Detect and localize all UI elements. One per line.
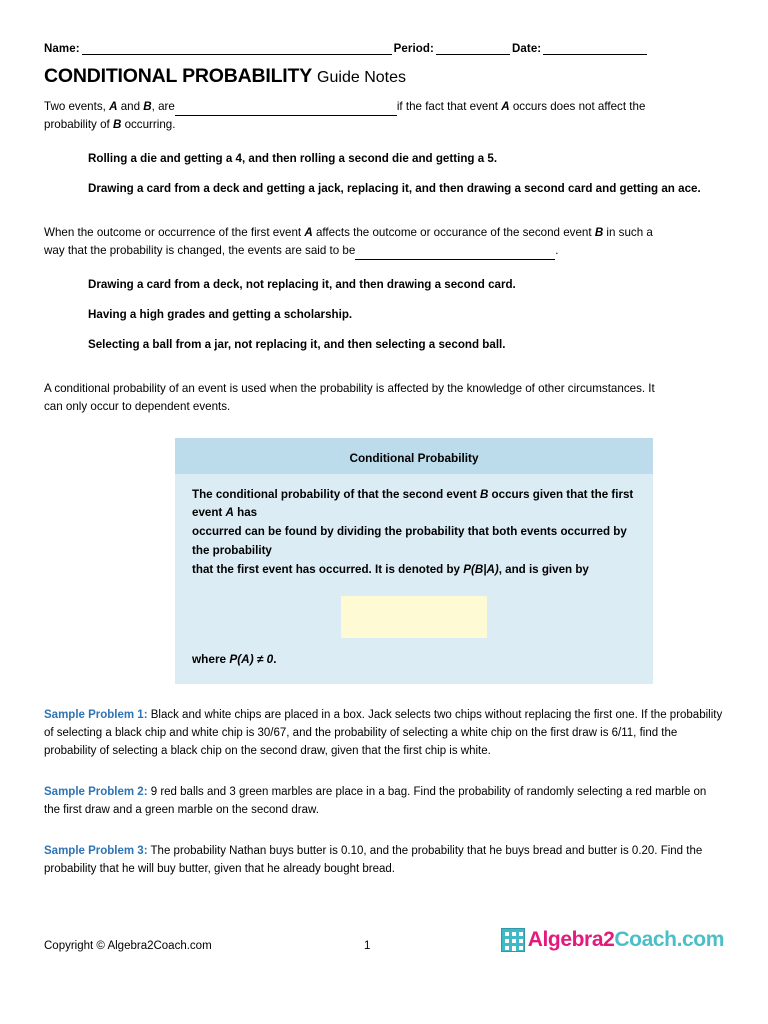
period-blank[interactable] [436,42,510,55]
box-text-4: occurred can be found by dividing the probability that both events occurred by the probability [192,525,627,557]
box-text-5: that the first event has occurred. It is denoted by [192,562,464,576]
sample-problem-1 [44,706,724,761]
dependent-text-2: affects the outcome or occurance of the second event [312,225,595,239]
box-text-1: The conditional probability of that the second event [192,487,480,501]
logo-text [528,928,724,952]
independent-text-3: if the fact that event [396,100,502,113]
spacer-2 [44,354,724,380]
independent-var-a2: A [501,100,510,113]
sample-problem-1-label: Sample Problem 1: [44,708,148,721]
box-var-a: A [225,506,234,520]
sample-problem-3-label: Sample Problem 3: [44,844,148,857]
sample-problem-2-label: Sample Problem 2: [44,785,148,798]
independent-var-b2: B [112,117,122,131]
independent-definition [44,98,724,134]
page-footer [44,928,724,962]
conditional-intro-line-2: can only occur to dependent events. [44,399,231,413]
page-title [44,65,724,88]
dependent-example-3: Selecting a ball from a jar, not replacing it, and then selecting a second ball. [88,337,506,351]
name-label: Name: [44,43,80,55]
independent-var-a: A [109,100,118,113]
independent-text-and: and [117,100,144,113]
algebra2coach-logo[interactable] [501,928,724,952]
independent-example-1: Rolling a die and getting a 4, and then rolling a second die and getting a 5. [88,151,498,165]
name-blank[interactable] [82,42,392,55]
independent-var-b: B [143,100,152,113]
sample-problem-2 [44,783,724,820]
student-info-row [44,42,724,55]
independent-text-1: Two events, [44,100,110,113]
page-title-main: CONDITIONAL PROBABILITY [44,65,313,87]
logo-text-algebra2: Algebra2 [527,928,615,951]
conditional-probability-box-body [175,474,653,580]
conditional-intro [44,380,724,416]
box-var-b: B [479,487,489,501]
date-blank[interactable] [543,42,647,55]
independent-example-2: Drawing a card from a deck and getting a jack, replacing it, and then drawing a second card and getting an ace. [88,181,701,195]
formula-answer-box[interactable] [341,596,487,638]
conditional-probability-box [175,438,653,684]
date-label: Date: [511,43,542,55]
sample-problem-1-text: Black and white chips are placed in a box. Jack selects two chips without replacing the first one. If the probability of selecting a black chip and white chip is 30/67, and the probability of selecting a white chip on the first draw is 6/11, find the probability of selecting a black chip on the second draw, given that the first chip is white. [44,708,723,758]
dependent-answer-blank[interactable] [355,248,555,260]
copyright-text: Copyright © Algebra2Coach.com [44,940,212,952]
box-text-2: occurs given that the first event [192,487,634,520]
conditional-intro-line-1: A conditional probability of an event is used when the probability is affected by the knowledge of other circumstances. It [44,381,655,395]
dependent-example-2: Having a high grades and getting a scholarship. [88,307,353,321]
sample-problem-3-text: The probability Nathan buys butter is 0.10, and the probability that he buys bread and butter is 0.20. Find the probability that he will buy butter, given that he already bought bread. [44,844,703,875]
independent-text-2: , are [151,100,175,113]
sample-problem-3 [44,842,724,879]
independent-text-6: occurring. [121,117,176,131]
logo-text-coach: Coach [614,928,677,951]
independent-text-4: occurs does not affect the [509,100,646,113]
conditional-probability-box-title: Conditional Probability [175,438,653,474]
logo-text-dotcom: .com [676,928,724,951]
sample-problem-2-text: 9 red balls and 3 green marbles are place in a bag. Find the probability of randomly selecting a red marble on the first draw and a green marble on the second draw. [44,785,707,817]
independent-answer-blank[interactable] [175,104,397,116]
box-footer-expression: P(A) ≠ 0 [229,651,274,666]
dependent-var-a: A [304,225,313,239]
dependent-text-3: in such a [603,225,653,239]
conditional-probability-box-footer [175,652,653,684]
building-icon [501,928,525,952]
spacer-1 [44,198,724,224]
box-notation: P(B|A) [463,562,499,576]
dependent-definition [44,224,724,260]
page-number: 1 [364,940,371,952]
dependent-example-1: Drawing a card from a deck, not replacing it, and then drawing a second card. [88,277,516,291]
box-footer-pre: where [192,651,230,666]
box-text-3: has [233,506,258,520]
box-footer-post: . [273,651,277,666]
dependent-text-4: way that the probability is changed, the events are said to be [44,243,356,257]
dependent-var-b: B [594,225,604,239]
dependent-text-5: . [555,243,559,257]
dependent-text-1: When the outcome or occurrence of the first event [44,225,305,239]
period-label: Period: [393,43,434,55]
page-title-sub: Guide Notes [317,69,406,86]
box-text-6: , and is given by [498,562,589,576]
independent-text-5: probability of [44,117,113,131]
